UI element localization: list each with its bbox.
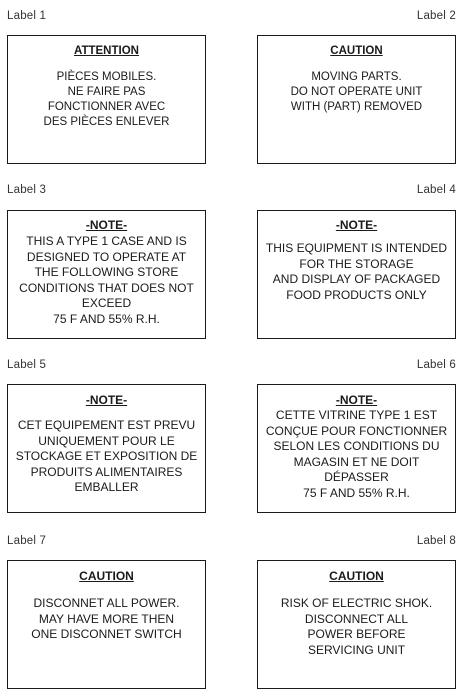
label-6-line: DÉPASSER [324, 470, 389, 484]
label-6-text [258, 408, 455, 501]
label-6-line: 75 F AND 55% R.H. [303, 485, 410, 500]
label-1-line: PIÈCES MOBILES. [56, 71, 157, 83]
label-2-text [258, 70, 455, 115]
label-5-line: PRODUITS ALIMENTAIRES [30, 464, 183, 479]
label-7-heading: CAUTION [79, 569, 134, 583]
label-6-line: CETTE VITRINE TYPE 1 EST [275, 408, 438, 422]
label-4-heading: -NOTE- [335, 218, 378, 232]
label-8-text [258, 596, 455, 658]
label-4-caption: Label 4 [416, 184, 456, 196]
label-5-caption: Label 5 [7, 359, 47, 371]
label-8-box [257, 560, 456, 689]
label-3-box [7, 210, 206, 339]
label-4-line: FOOD PRODUCTS ONLY [286, 287, 427, 302]
label-5-text [8, 418, 205, 496]
label-7-line: DISCONNET ALL POWER. [33, 596, 180, 610]
label-1-box [7, 35, 206, 164]
label-1-heading: ATTENTION [74, 45, 139, 57]
label-5-line: STOCKAGE ET EXPOSITION DE [15, 449, 198, 463]
label-2-line: DO NOT OPERATE UNIT [290, 86, 423, 98]
label-3-line: EXCEED [81, 296, 132, 310]
label-2-line: WITH (PART) REMOVED [290, 101, 423, 113]
label-2-caption: Label 2 [416, 10, 456, 22]
label-2-line: MOVING PARTS. [311, 71, 402, 83]
label-1-line: NE FAIRE PAS [67, 86, 146, 98]
label-4-line: AND DISPLAY OF PACKAGED [272, 272, 441, 286]
label-8-line: DISCONNECT ALL [304, 611, 409, 626]
label-7-line: MAY HAVE MORE THEN [38, 611, 175, 626]
label-3-caption: Label 3 [7, 184, 47, 196]
label-8-line: SERVICING UNIT [307, 642, 406, 657]
label-4-text [258, 241, 455, 303]
label-1-line: DES PIÈCES ENLEVER [43, 116, 170, 128]
label-4-line: FOR THE STORAGE [299, 256, 414, 271]
label-6-box [257, 384, 456, 513]
label-6-line: MAGASIN ET NE DOIT [293, 454, 420, 469]
label-4-line: THIS EQUIPMENT IS INTENDED [265, 241, 448, 255]
label-5-line: UNIQUEMENT POUR LE [38, 433, 175, 448]
label-7-line: ONE DISCONNET SWITCH [31, 627, 182, 641]
label-8-line: RISK OF ELECTRIC SHOK. [280, 596, 433, 610]
label-3-line: 75 F AND 55% R.H. [53, 311, 160, 326]
label-3-line: THIS A TYPE 1 CASE AND IS [26, 234, 187, 248]
label-3-text [8, 234, 205, 327]
label-6-caption: Label 6 [416, 359, 456, 371]
label-7-caption: Label 7 [7, 535, 47, 547]
label-5-line: CET EQUIPEMENT EST PREVU [17, 418, 196, 432]
label-1-text [8, 70, 205, 130]
label-2-box [257, 35, 456, 164]
label-2-heading: CAUTION [330, 45, 383, 57]
label-8-line: POWER BEFORE [307, 627, 406, 641]
label-7-box [7, 560, 206, 689]
label-3-heading: -NOTE- [85, 218, 128, 232]
label-4-box [257, 210, 456, 339]
label-6-heading: -NOTE- [335, 393, 378, 407]
label-8-caption: Label 8 [416, 535, 456, 547]
label-5-box [7, 384, 206, 513]
label-3-line: CONDITIONS THAT DOES NOT [19, 280, 194, 295]
label-1-caption: Label 1 [7, 10, 47, 22]
label-7-text [8, 596, 205, 643]
label-6-line: SELON LES CONDITIONS DU [273, 439, 440, 453]
label-1-line: FONCTIONNER AVEC [47, 101, 166, 113]
label-6-line: CONÇUE POUR FONCTIONNER [265, 423, 448, 438]
label-3-line: THE FOLLOWING STORE [34, 265, 179, 279]
label-5-heading: -NOTE- [85, 393, 128, 407]
label-8-heading: CAUTION [329, 569, 384, 583]
label-5-line: EMBALLER [74, 480, 139, 494]
label-3-line: DESIGNED TO OPERATE AT [26, 249, 187, 264]
